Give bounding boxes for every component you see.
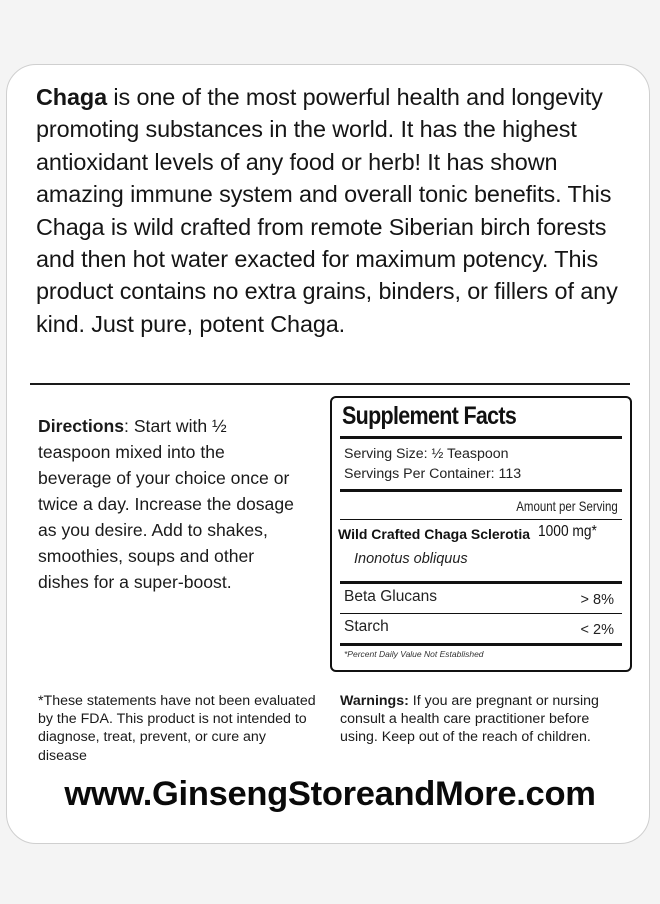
supplement-facts-title: Supplement Facts (342, 402, 517, 430)
section-divider (30, 383, 630, 385)
facts-bottom-rule (340, 643, 622, 646)
amount-per-serving-header: Amount per Serving (516, 498, 618, 514)
ingredient-name: Wild Crafted Chaga Sclerotia (338, 526, 531, 542)
facts-row-value: < 2% (580, 622, 614, 638)
facts-footnote: *Percent Daily Value Not Established (344, 649, 484, 659)
facts-row-value: > 8% (580, 592, 614, 608)
serving-size: Serving Size: ½ Teaspoon (344, 446, 509, 462)
facts-row-starch (344, 618, 614, 636)
facts-row-beta-glucans (344, 588, 614, 606)
warnings-label: Warnings: (340, 693, 409, 709)
fda-disclaimer: *These statements have not been evaluated by the FDA. This product is not intended to diagnose, treat, prevent, or cure any disease (38, 693, 316, 764)
latin-name: Inonotus obliquus (354, 551, 468, 567)
intro-paragraph (36, 81, 636, 340)
website-url: www.GinsengStoreandMore.com (64, 775, 596, 813)
facts-thick-rule (340, 489, 622, 492)
intro-bold-word: Chaga (36, 84, 107, 110)
facts-row-name: Beta Glucans (344, 588, 438, 605)
facts-row-name: Starch (344, 618, 389, 635)
warnings-section (340, 692, 630, 747)
supplement-facts-panel (330, 396, 632, 672)
directions-label: Directions (38, 416, 125, 436)
facts-top-rule (340, 436, 622, 439)
facts-thick-rule-2 (340, 581, 622, 584)
facts-rule (340, 519, 622, 520)
warnings-text: If you are pregnant or nursing consult a health care practitioner before using. Keep out of the reach of children. (340, 693, 599, 746)
servings-per-container: Servings Per Container: 113 (344, 466, 522, 482)
ingredient-amount: 1000 mg* (538, 523, 597, 540)
directions-text: : Start with ½ teaspoon mixed into the beverage of your choice once or twice a day. Increase the dosage as you desire. Add to shakes, smoothies, soups and other dishes for a super-boost. (38, 416, 294, 592)
intro-text: is one of the most powerful health and longevity promoting substances in the world. It has the highest antioxidant levels of any food or herb! It has shown amazing immune system and overall tonic benefits. This Chaga is wild crafted from remote Siberian birch forests and then hot water exacted for maximum potency. This product contains no extra grains, binders, or fillers of any kind. Just pure, potent Chaga. (36, 84, 618, 337)
directions-section (38, 413, 300, 595)
facts-rule-2 (340, 613, 622, 614)
